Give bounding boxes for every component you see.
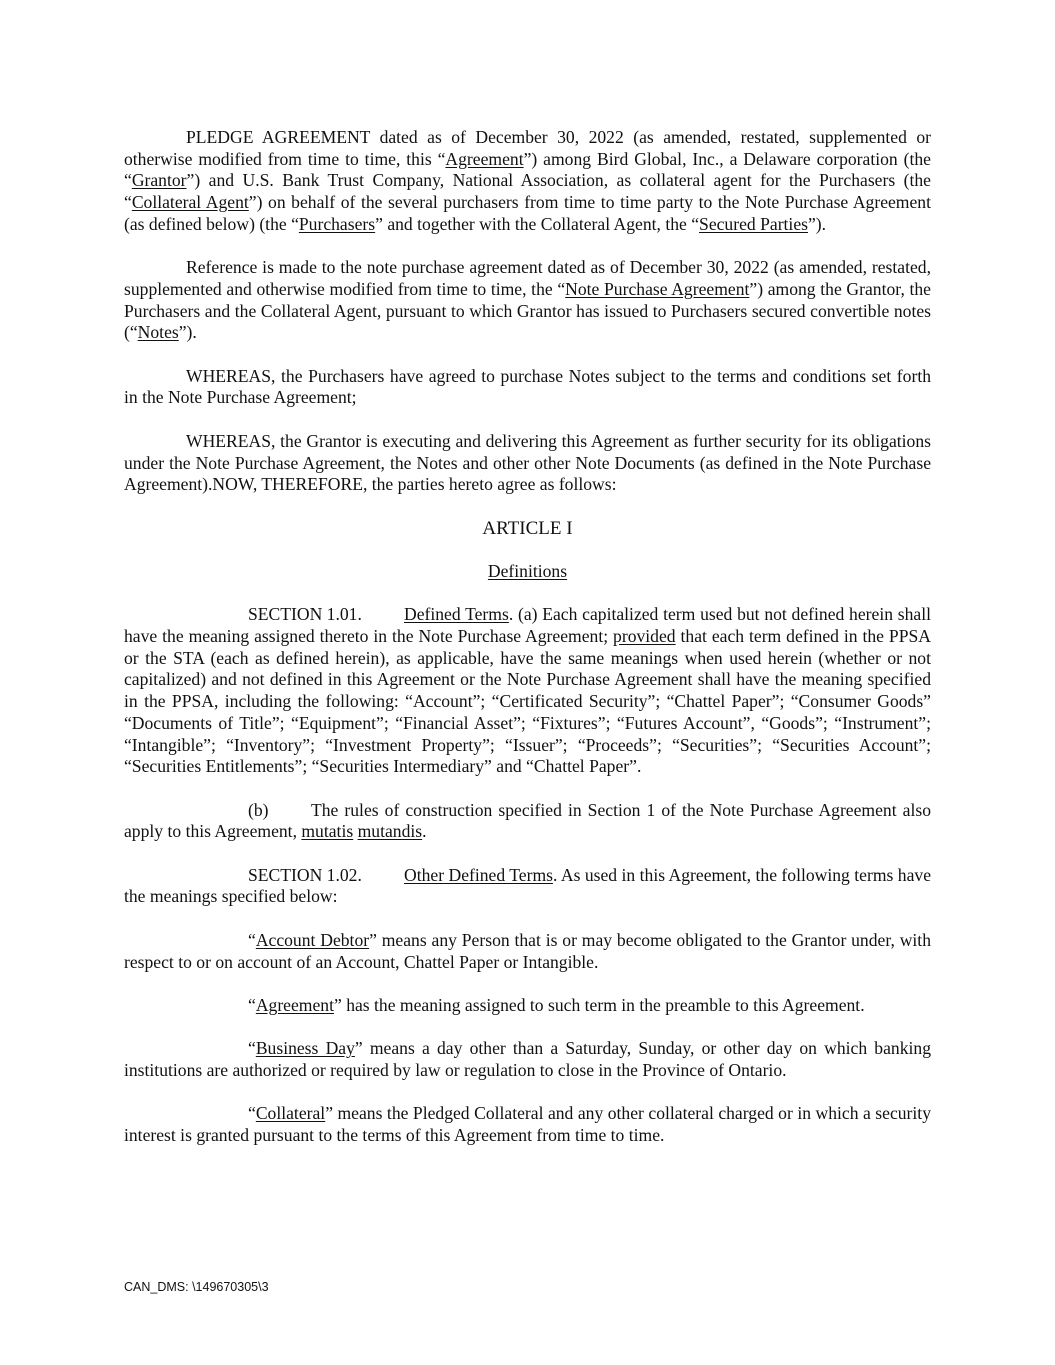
defined-term: Grantor [131,170,187,191]
text-segment: ”). [807,213,827,234]
defined-term: provided [613,626,676,647]
defined-term: Collateral [255,1103,326,1124]
article-heading [124,518,931,540]
text-segment: ”) on behalf of the several purchasers from time to time party to the Note Purchase Agreement (as defined below) (the “ [124,192,931,234]
defined-term: Collateral Agent [131,192,249,213]
text-segment: “ [248,1038,256,1059]
text-segment: “ [248,994,256,1015]
section-1-02 [124,865,931,908]
defined-term: Business Day [255,1038,355,1059]
whereas-2 [124,431,931,496]
text-segment: WHEREAS, the Grantor is executing and delivering this Agreement as further security for its obligations under the Note Purchase Agreement, the Notes and other other Note Documents (as defined in the Note Purchase Agreement).NOW, THEREFORE, the parties hereto agree as follows: [124,430,931,495]
text-segment: PLEDGE AGREEMENT dated as of December 30, 2022 (as amended, restated, supplemented or otherwise modified from time to time, this “ [124,127,931,169]
defined-term: mutandis [357,821,423,842]
text-segment: ” and together with the Collateral Agent, the “ [375,213,700,234]
def-collateral [124,1103,931,1146]
def-business-day [124,1038,931,1081]
text-segment: ”) and U.S. Bank Trust Company, National Association, as collateral agent for the Purchasers (the “ [124,170,931,213]
text-segment: “ [248,1103,256,1124]
section-1-01-b [124,800,931,843]
text-segment: . [422,821,427,842]
text-segment: ” means any Person that is or may become obligated to the Grantor under, with respect to or on account of an Account, Chattel Paper or Intangible. [124,929,931,972]
whereas-1 [124,366,931,409]
text-segment: (b) [248,799,269,820]
text-segment: ”). [178,322,197,343]
text-segment: SECTION 1.01. [248,604,362,625]
defined-term: Secured Parties [699,213,808,234]
text-segment: ARTICLE I [482,517,573,539]
reference-paragraph [124,257,931,344]
document-page [124,127,931,1169]
def-account-debtor [124,930,931,973]
text-segment: . (a) Each capitalized term used but not defined herein shall have the meaning assigned thereto in the Note Purchase Agreement; [124,604,931,647]
text-segment: Reference is made to the note purchase agreement dated as of December 30, 2022 (as amended, restated, supplemented and otherwise modified from time to time, the “ [124,257,931,299]
text-segment: that each term defined in the PPSA or the STA (each as defined herein), as applicable, have the same meanings when used herein (whether or not capitalized) and not defined in this Agreement or the Note Purchase Agreement shall have the meaning specified in the PPSA, including the following: “Account”; “Certificated Security”; “Chattel Paper”; “Consumer Goods” “Documents of Title”; “Equipment”; “Financial Asset”; “Fixtures”; “Futures Account”, “Goods”; “Instrument”; “Intangible”; “Inventory”; “Investment Property”; “Issuer”; “Proceeds”; “Securities”; “Securities Account”; “Securities Entitlements”; “Securities Intermediary” and “Chattel Paper”. [124,626,931,777]
defined-term: Definitions [487,560,568,581]
text-segment: The rules of construction specified in Section 1 of the Note Purchase Agreement also apply to this Agreement, [124,799,931,842]
text-segment: ” means the Pledged Collateral and any other collateral charged or in which a security interest is granted pursuant to the terms of this Agreement from time to time. [124,1103,931,1146]
text-segment: ” means a day other than a Saturday, Sunday, or other day on which banking institutions are authorized or required by law or regulation to close in the Province of Ontario. [124,1038,931,1081]
preamble [124,127,931,236]
text-segment: WHEREAS, the Purchasers have agreed to purchase Notes subject to the terms and conditions set forth in the Note Purchase Agreement; [124,365,931,408]
text-segment: ”) among the Grantor, the Purchasers and the Collateral Agent, pursuant to which Grantor has issued to Purchasers secured convertible notes (“ [124,278,931,343]
defined-term: Purchasers [298,213,376,234]
defined-term: Defined Terms [404,604,509,625]
defined-term: Agreement [255,994,334,1015]
document-footer-id: CAN_DMS: \149670305\3 [124,1280,269,1294]
defined-term: Account Debtor [255,929,370,950]
defined-term: Agreement [445,148,524,169]
article-subheading [124,561,931,583]
text-segment: . As used in this Agreement, the following terms have the meanings specified below: [124,864,932,907]
defined-term: Other Defined Terms [404,864,553,885]
defined-term: Note Purchase Agreement [565,278,750,299]
text-segment: “ [248,929,256,950]
text-segment: ”) among Bird Global, Inc., a Delaware corporation (the “ [124,148,931,191]
text-segment: SECTION 1.02. [248,864,362,885]
text-segment: ” has the meaning assigned to such term in the preamble to this Agreement. [333,994,865,1015]
def-agreement [124,995,931,1017]
defined-term: Notes [137,322,179,343]
section-1-01 [124,604,931,778]
defined-term: mutatis [301,821,354,842]
